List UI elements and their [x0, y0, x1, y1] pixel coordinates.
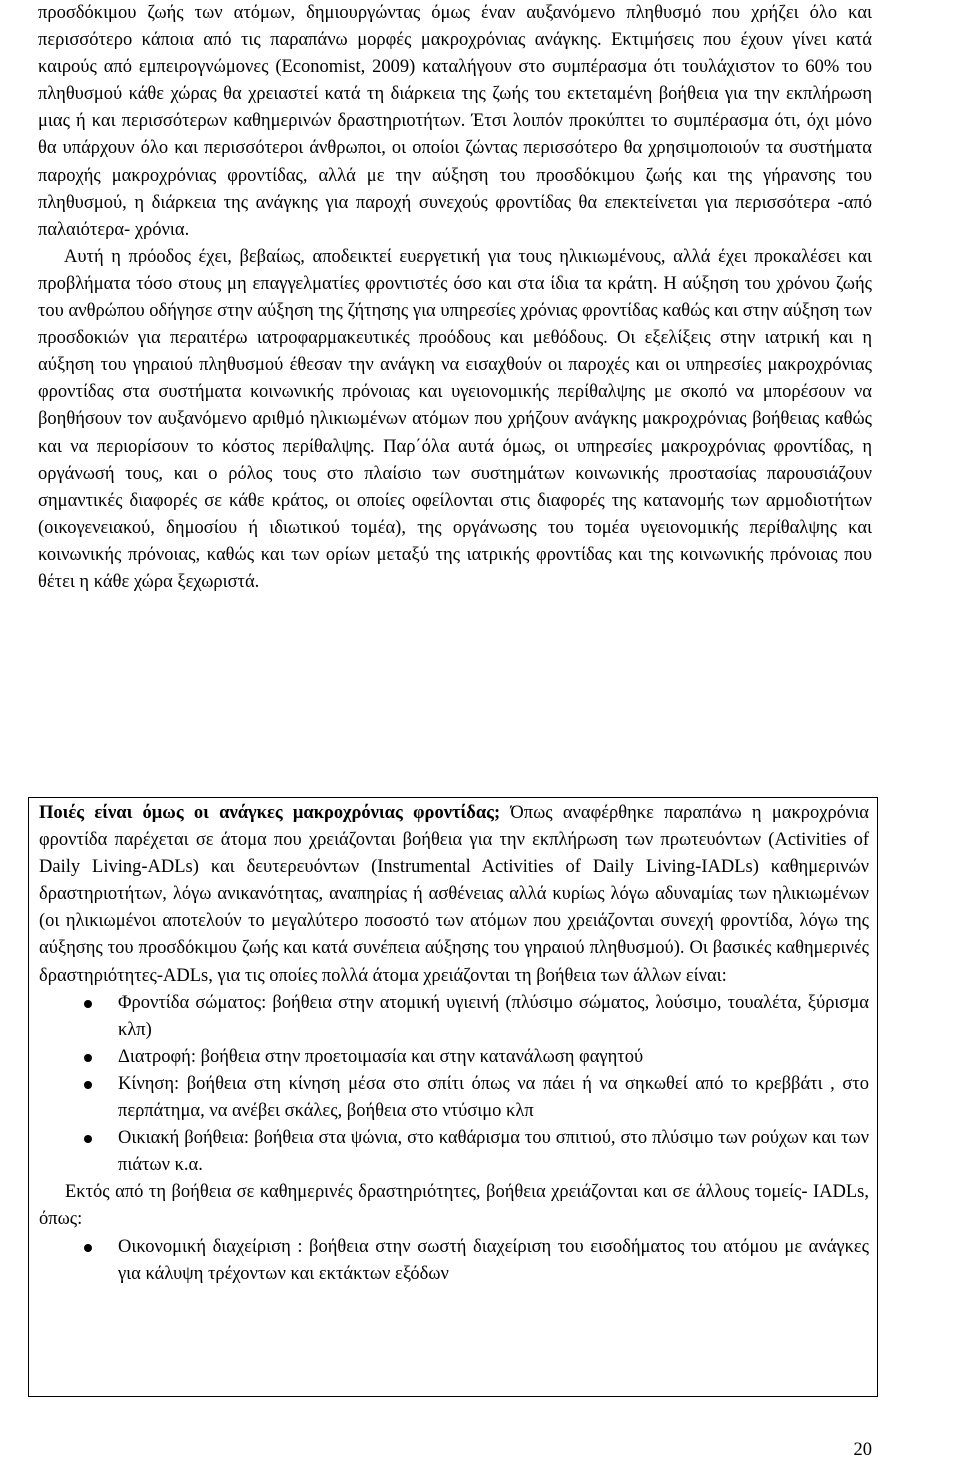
bullet-icon [84, 1244, 92, 1252]
list-item-text: Οικονομική διαχείριση : βοήθεια στην σωστή διαχείριση του εισοδήματος του ατόμου με ανάγκες για κάλυψη τρέχοντων και εκτάκτων εξόδων [118, 1236, 869, 1284]
list-item-text: Οικιακή βοήθεια: βοήθεια στα ψώνια, στο καθάρισμα του σπιτιού, στο πλύσιμο των ρούχων και των πιάτων κ.α. [118, 1128, 869, 1176]
paragraph-2: Αυτή η πρόοδος έχει, βεβαίως, αποδεικτεί ευεργετική για τους ηλικιωμένους, αλλά έχει προκαλέσει και προβλήματα τόσο στους μη επαγγελματίες φροντιστές όσο και στα ίδια τα κράτη. Η αύξηση του χρόνου ζωής του ανθρώπου οδήγησε στην αύξηση της ζήτησης για υπηρεσίες χρόνιας φροντίδας καθώς και στην αύξηση των προσδοκιών για περαιτέρω ιατροφαρμακευτικές προόδους και μεθόδους. Οι εξελίξεις στην ιατρική και η αύξηση του γηραιού πληθυσμού έθεσαν την ανάγκη να εισαχθούν οι παροχές και οι υπηρεσίες μακροχρόνιας φροντίδας στα συστήματα κοινωνικής πρόνοιας και υγειονομικής περίθαλψης με σκοπό να μπορέσουν να βοηθήσουν τον αυξανόμενο αριθμό ηλικιωμένων ατόμων που χρήζουν ανάγκης μακροχρόνιας βοήθειας καθώς και να περιορίσουν το κόστος περίθαλψης. Παρ΄όλα αυτά όμως, οι υπηρεσίες μακροχρόνιας φροντίδας, η οργάνωσή τους, και ο ρόλος τους στο πλαίσιο των συστημάτων κοινωνικής προστασίας παρουσιάζουν σημαντικές διαφορές σε κάθε κράτος, οι οποίες οφείλονται στις διαφορές της κατανομής των αρμοδιοτήτων (οικογενειακού, δημοσίου ή ιδιωτικού τομέα), της οργάνωσης του τομέα υγειονομικής περίθαλψης και κοινωνικής πρόνοιας, καθώς και των ορίων μεταξύ της ιατρικής φροντίδας και της κοινωνικής πρόνοιας που θέτει η κάθε χώρα ξεχωριστά. [38, 246, 872, 592]
paragraph-1: προσδόκιμου ζωής των ατόμων, δημιουργώντας όμως έναν αυξανόμενο πληθυσμό που χρήζει όλο και περισσότερο κάποια από τις παραπάνω μορφές μακροχρόνιας ανάγκης. Εκτιμήσεις που έχουν γίνει κατά καιρούς από εμπειρογνώμονες (Economist, 2009) καταλήγουν στο συμπέρασμα ότι τουλάχιστον το 60% του πληθυσμού κάθε χώρας θα χρειαστεί κατά τη διάρκεια της ζωής του εκτεταμένη βοήθεια για την εκπλήρωση μιας ή και περισσότερων καθημερινών δραστηριοτήτων. Έτσι λοιπόν προκύπτει το συμπέρασμα ότι, όχι μόνο θα υπάρχουν όλο και περισσότεροι άνθρωποι, οι οποίοι ζώντας περισσότερο θα χρησιμοποιούν τα συστήματα παροχής μακροχρόνιας φροντίδας, αλλά με την αύξηση του προσδόκιμου ζωής και της γήρανσης του πληθυσμού, η διάρκεια της ανάγκης για παροχή συνεχούς φροντίδας θα επεκτείνεται για περισσότερα -από παλαιότερα- χρόνια. [38, 3, 872, 240]
box-intro-paragraph [39, 800, 869, 990]
box-heading: Ποιές είναι όμως οι ανάγκες μακροχρόνιας φροντίδας; [39, 803, 501, 823]
list-item [39, 1044, 869, 1071]
list-item-text: Διατροφή: βοήθεια στην προετοιμασία και στην κατανάλωση φαγητού [118, 1046, 644, 1067]
boxed-section [28, 797, 878, 1397]
list-item [39, 1234, 869, 1288]
bullet-icon [84, 1135, 92, 1143]
bullet-icon [84, 1054, 92, 1062]
page-number: 20 [853, 1440, 872, 1460]
box-intro: Όπως αναφέρθηκε παραπάνω η μακροχρόνια φροντίδα παρέχεται σε άτομα που χρειάζονται βοήθεια για την εκπλήρωση των πρωτευόντων (Activities of Daily Living-ADLs) και δευτερευόντων (Instrumental Activities of Daily Living-IADLs) καθημερινών δραστηριοτήτων, λόγω ανικανότητας, αναπηρίας ή ασθένειας αλλά κυρίως λόγω αδυναμίας των ηλικιωμένων (οι ηλικιωμένοι αποτελούν το μεγαλύτερο ποσοστό των ατόμων που χρειάζονται συνεχή φροντίδα, λόγω της αύξησης του προσδόκιμου ζωής και κατά συνέπεια αύξησης του γηραιού πληθυσμού). Οι βασικές καθημερινές δραστηριότητες-ADLs, για τις οποίες πολλά άτομα χρειάζονται τη βοήθεια των άλλων είναι: [39, 803, 869, 986]
adl-list [39, 990, 869, 1180]
bullet-icon [84, 1000, 92, 1008]
list-item [39, 1125, 869, 1179]
iadl-intro: Εκτός από τη βοήθεια σε καθημερινές δραστηριότητες, βοήθεια χρειάζονται και σε άλλους τομείς- IADLs, όπως: [39, 1182, 869, 1230]
main-text [38, 0, 872, 596]
bullet-icon [84, 1081, 92, 1089]
iadl-list [39, 1234, 869, 1288]
list-item [39, 990, 869, 1044]
list-item-text: Κίνηση: βοήθεια στη κίνηση μέσα στο σπίτι όπως να πάει ή να σηκωθεί από το κρεββάτι , στο περπάτημα, να ανέβει σκάλες, βοήθεια στο ντύσιμο κλπ [118, 1073, 869, 1122]
list-item [39, 1071, 869, 1125]
list-item-text: Φροντίδα σώματος: βοήθεια στην ατομική υγιεινή (πλύσιμο σώματος, λούσιμο, τουαλέτα, ξύρισμα κλπ) [118, 992, 869, 1040]
